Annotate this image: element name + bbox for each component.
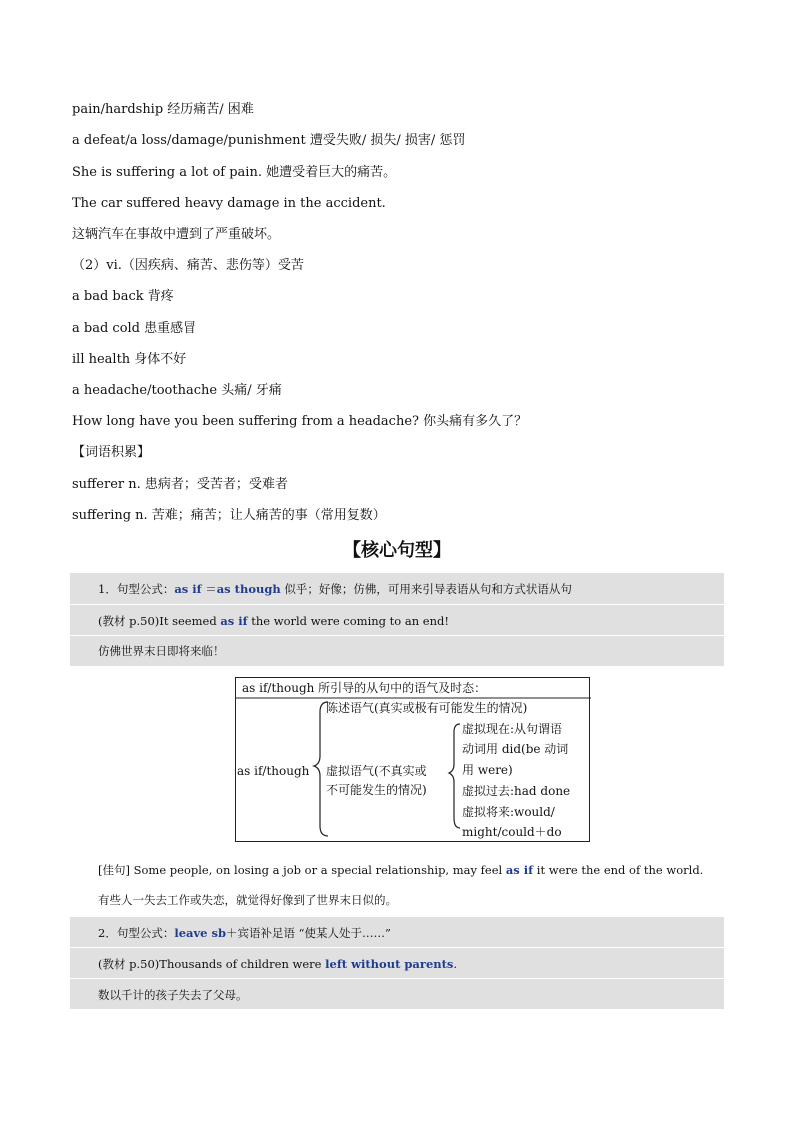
pattern-description: ＋宾语补足语 “使某人处于……” [225,926,391,940]
keyword: as if [174,582,202,596]
diagram-root: as if/though [237,764,310,778]
example-translation: 有些人一失去工作或失恋，就觉得好像到了世界末日似的。 [98,893,397,907]
diagram-branch-subjunctive: 不可能发生的情况) [326,783,427,797]
pattern-1-block [70,573,724,666]
pattern-number: 2．句型公式： [98,926,175,940]
pattern-2-translation: 数以千计的孩子失去了父母。 [98,988,248,1002]
example-text: (教材 p.50)Thousands of children were [98,957,326,971]
divider [70,978,724,979]
example-sentence [98,862,703,878]
diagram-sub-past: 虚拟过去:had done [462,784,571,798]
divider [70,947,724,948]
diagram-sub-present: 动词用 did(be 动词 [462,742,569,756]
vocab-line: sufferer n. 患病者；受苦者；受难者 [72,477,288,492]
vocab-line: a headache/toothache 头痛/ 牙痛 [72,383,282,398]
translation-line: 这辆汽车在事故中遭到了严重破坏。 [72,227,281,242]
vocab-line: a bad cold 患重感冒 [72,321,197,336]
divider [70,635,724,636]
keyword: leave sb [174,926,226,940]
pattern-2-block [70,917,724,1009]
vocab-line: pain/hardship 经历痛苦/ 困难 [72,102,254,117]
diagram-branch-subjunctive: 虚拟语气(不真实或 [326,764,427,778]
pattern-2-formula [98,925,391,941]
pattern-1-translation: 仿佛世界末日即将来临！ [98,644,225,658]
vocab-line: ill health 身体不好 [72,352,187,367]
pattern-description: 似乎；好像；仿佛，可用来引导表语从句和方式状语从句 [280,582,572,596]
pattern-1-example [98,613,449,629]
diagram-branch-indicative: 陈述语气(真实或极有可能发生的情况) [326,701,528,715]
pattern-1-formula [98,581,572,597]
diagram-title: as if/though 所引导的从句中的语气及时态： [242,681,487,695]
vocab-line: a defeat/a loss/damage/punishment 遭受失败/ 损失/ 损害/ 惩罚 [72,133,466,148]
grammar-diagram [235,677,590,842]
pattern-number: 1．句型公式： [98,582,175,596]
section-heading: 【核心句型】 [343,540,451,561]
keyword: as if [220,614,248,628]
divider [70,604,724,605]
example-text: . [453,957,458,971]
vocab-line: suffering n. 苦难；痛苦；让人痛苦的事（常用复数） [72,508,386,523]
example-text: the world were coming to an end! [247,614,449,628]
keyword: as though [216,582,281,596]
sense-heading: （2）vi.（因疾病、痛苦、悲伤等）受苦 [72,258,304,273]
example-text: (教材 p.50)It seemed [98,614,221,628]
equals: ＝ [201,582,217,596]
vocab-line: a bad back 背疼 [72,289,174,304]
keyword: left without parents [325,957,454,971]
pattern-2-example [98,956,457,972]
example-line: The car suffered heavy damage in the accident. [72,196,386,211]
diagram-sub-future: might/could＋do [462,825,562,839]
example-text: [佳句] Some people, on losing a job or a special relationship, may feel [98,863,506,877]
diagram-sub-present: 虚拟现在:从句谓语 [462,722,563,736]
diagram-sub-future: 虚拟将来:would/ [462,805,555,819]
example-text: it were the end of the world. [533,863,704,877]
example-line: She is suffering a lot of pain. 她遭受着巨大的痛苦。 [72,165,397,180]
keyword: as if [505,863,534,877]
example-line: How long have you been suffering from a headache? 你头痛有多久了？ [72,414,528,429]
section-label: 【词语积累】 [72,445,151,460]
diagram-sub-present: 用 were) [462,763,513,777]
